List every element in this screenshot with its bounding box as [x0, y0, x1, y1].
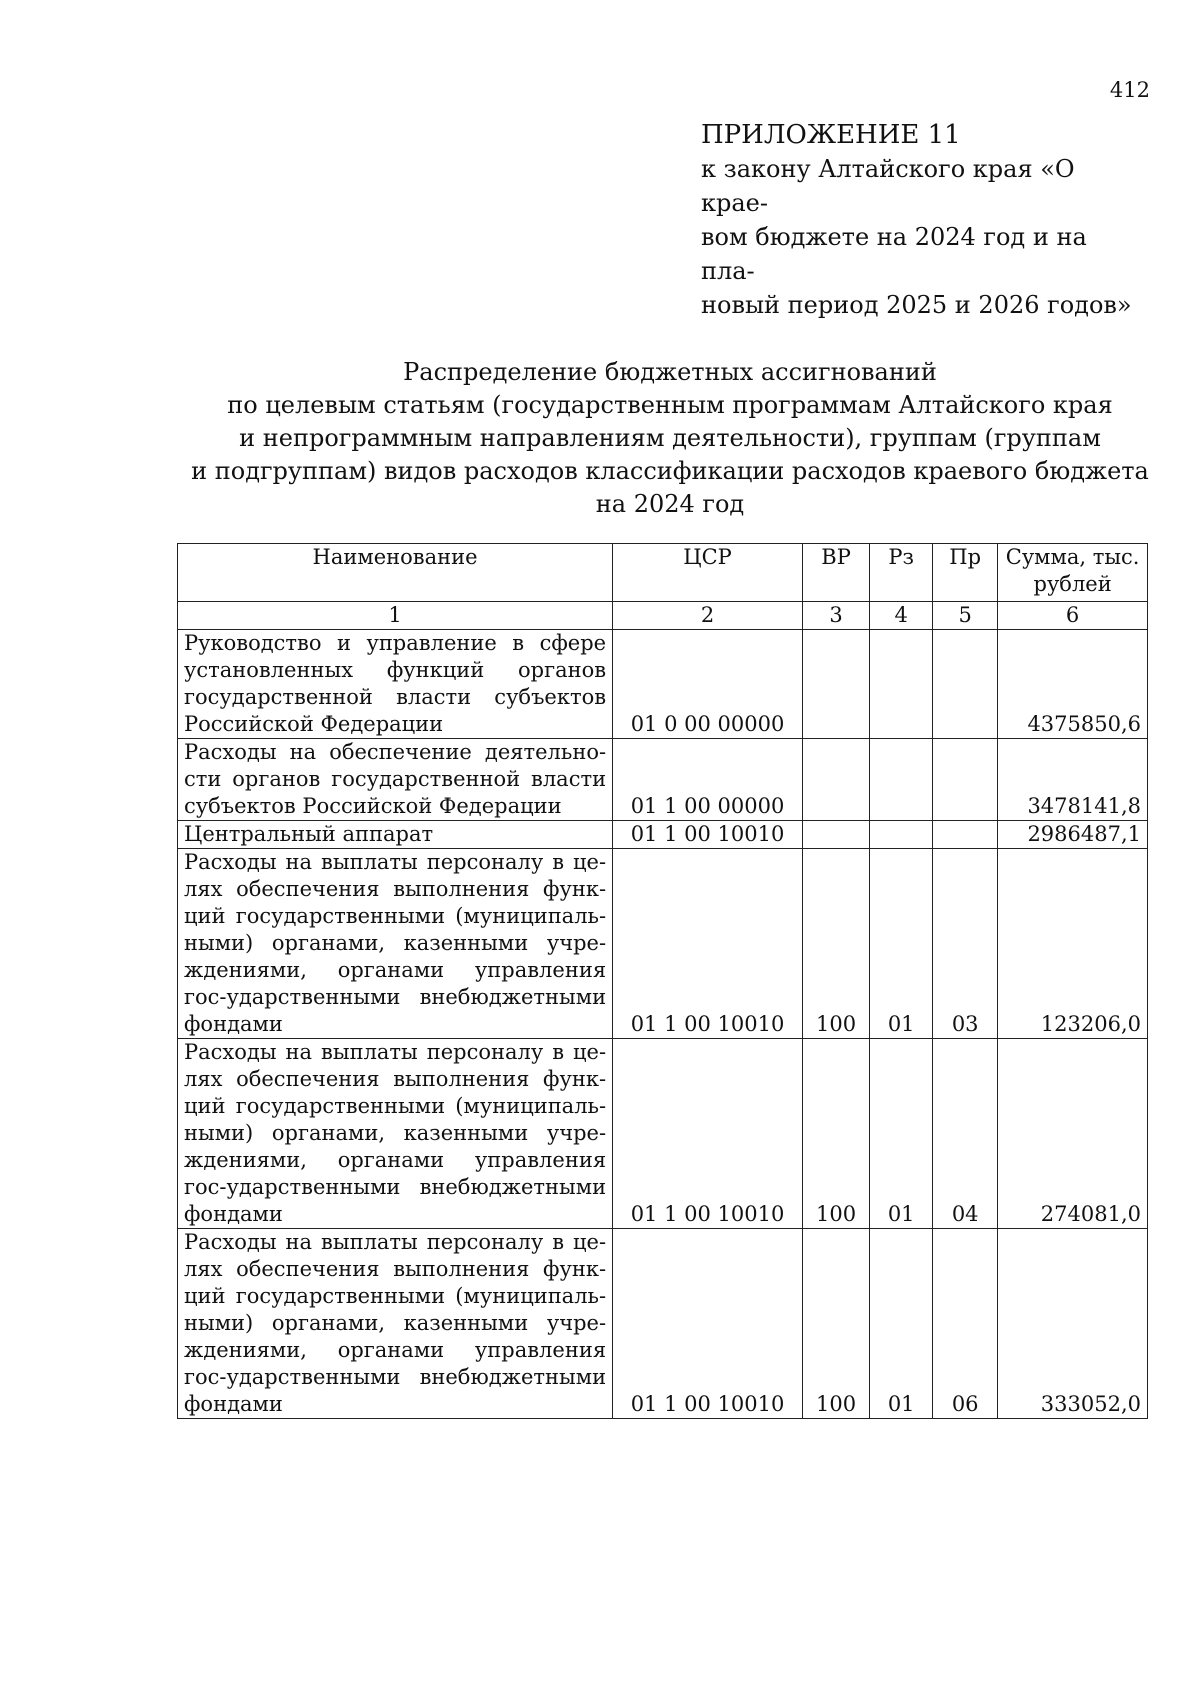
- row-rz: [870, 821, 933, 849]
- title-line: на 2024 год: [595, 490, 745, 518]
- table-row: [178, 739, 1148, 821]
- table-row: [178, 1229, 1148, 1419]
- row-vr: 100: [802, 1229, 869, 1419]
- row-vr: [802, 821, 869, 849]
- row-name: Расходы на выплаты персоналу в це-лях обеспечения выполнения функ-ций государственными (муниципаль-ными) органами, казенными учре-ждениями, органами управления гос-ударственными внебюджетными фондами: [178, 849, 613, 1039]
- column-number: 1: [178, 602, 613, 630]
- row-rz: 01: [870, 1039, 933, 1229]
- header-csr: ЦСР: [613, 544, 803, 602]
- row-csr: 01 1 00 00000: [613, 739, 803, 821]
- column-number: 4: [870, 602, 933, 630]
- column-number: 3: [802, 602, 869, 630]
- row-vr: 100: [802, 1039, 869, 1229]
- row-pr: 03: [933, 849, 998, 1039]
- row-rz: [870, 739, 933, 821]
- row-sum: 333052,0: [998, 1229, 1148, 1419]
- row-csr: 01 1 00 10010: [613, 821, 803, 849]
- header-name: Наименование: [178, 544, 613, 602]
- row-name: Расходы на выплаты персоналу в це-лях обеспечения выполнения функ-ций государственными (муниципаль-ными) органами, казенными учре-ждениями, органами управления гос-ударственными внебюджетными фондами: [178, 1039, 613, 1229]
- row-csr: 01 0 00 00000: [613, 630, 803, 739]
- appendix-title: ПРИЛОЖЕНИЕ 11: [701, 120, 961, 150]
- row-sum: 123206,0: [998, 849, 1148, 1039]
- row-rz: 01: [870, 849, 933, 1039]
- column-number: 2: [613, 602, 803, 630]
- row-rz: [870, 630, 933, 739]
- row-rz: 01: [870, 1229, 933, 1419]
- row-vr: 100: [802, 849, 869, 1039]
- row-name: Расходы на выплаты персоналу в це-лях обеспечения выполнения функ-ций государственными (муниципаль-ными) органами, казенными учре-ждениями, органами управления гос-ударственными внебюджетными фондами: [178, 1229, 613, 1419]
- table-row: [178, 630, 1148, 739]
- page-number: 412: [1109, 78, 1150, 102]
- appendix-subtitle-line: новый период 2025 и 2026 годов»: [701, 291, 1132, 319]
- row-sum: 274081,0: [998, 1039, 1148, 1229]
- header-rz: Рз: [870, 544, 933, 602]
- row-pr: 04: [933, 1039, 998, 1229]
- row-csr: 01 1 00 10010: [613, 849, 803, 1039]
- column-number-row: [178, 602, 1148, 630]
- document-title: [170, 356, 1170, 521]
- title-line: по целевым статьям (государственным программам Алтайского края: [227, 391, 1113, 419]
- title-line: и подгруппам) видов расходов классификации расходов краевого бюджета: [191, 457, 1149, 485]
- table-header-row: [178, 544, 1148, 602]
- header-pr: Пр: [933, 544, 998, 602]
- row-sum: 3478141,8: [998, 739, 1148, 821]
- appendix-block: [701, 118, 1141, 322]
- table-row: [178, 821, 1148, 849]
- table-row: [178, 1039, 1148, 1229]
- row-name: Расходы на обеспечение деятельно-сти органов государственной власти субъектов Российской Федерации: [178, 739, 613, 821]
- row-pr: [933, 630, 998, 739]
- header-sum: Сумма, тыс. рублей: [998, 544, 1148, 602]
- row-name: Центральный аппарат: [178, 821, 613, 849]
- row-vr: [802, 630, 869, 739]
- row-sum: 4375850,6: [998, 630, 1148, 739]
- appendix-subtitle-line: вом бюджете на 2024 год и на пла-: [701, 223, 1087, 285]
- row-csr: 01 1 00 10010: [613, 1229, 803, 1419]
- row-name: Руководство и управление в сфере установленных функций органов государственной власти субъектов Российской Федерации: [178, 630, 613, 739]
- row-csr: 01 1 00 10010: [613, 1039, 803, 1229]
- table-row: [178, 849, 1148, 1039]
- title-line: Распределение бюджетных ассигнований: [403, 358, 937, 386]
- row-vr: [802, 739, 869, 821]
- title-line: и непрограммным направлениям деятельности), группам (группам: [239, 424, 1101, 452]
- budget-table: [177, 543, 1148, 1419]
- row-pr: 06: [933, 1229, 998, 1419]
- appendix-subtitle-line: к закону Алтайского края «О крае-: [701, 155, 1075, 217]
- row-pr: [933, 739, 998, 821]
- header-vr: ВР: [802, 544, 869, 602]
- row-pr: [933, 821, 998, 849]
- column-number: 6: [998, 602, 1148, 630]
- column-number: 5: [933, 602, 998, 630]
- row-sum: 2986487,1: [998, 821, 1148, 849]
